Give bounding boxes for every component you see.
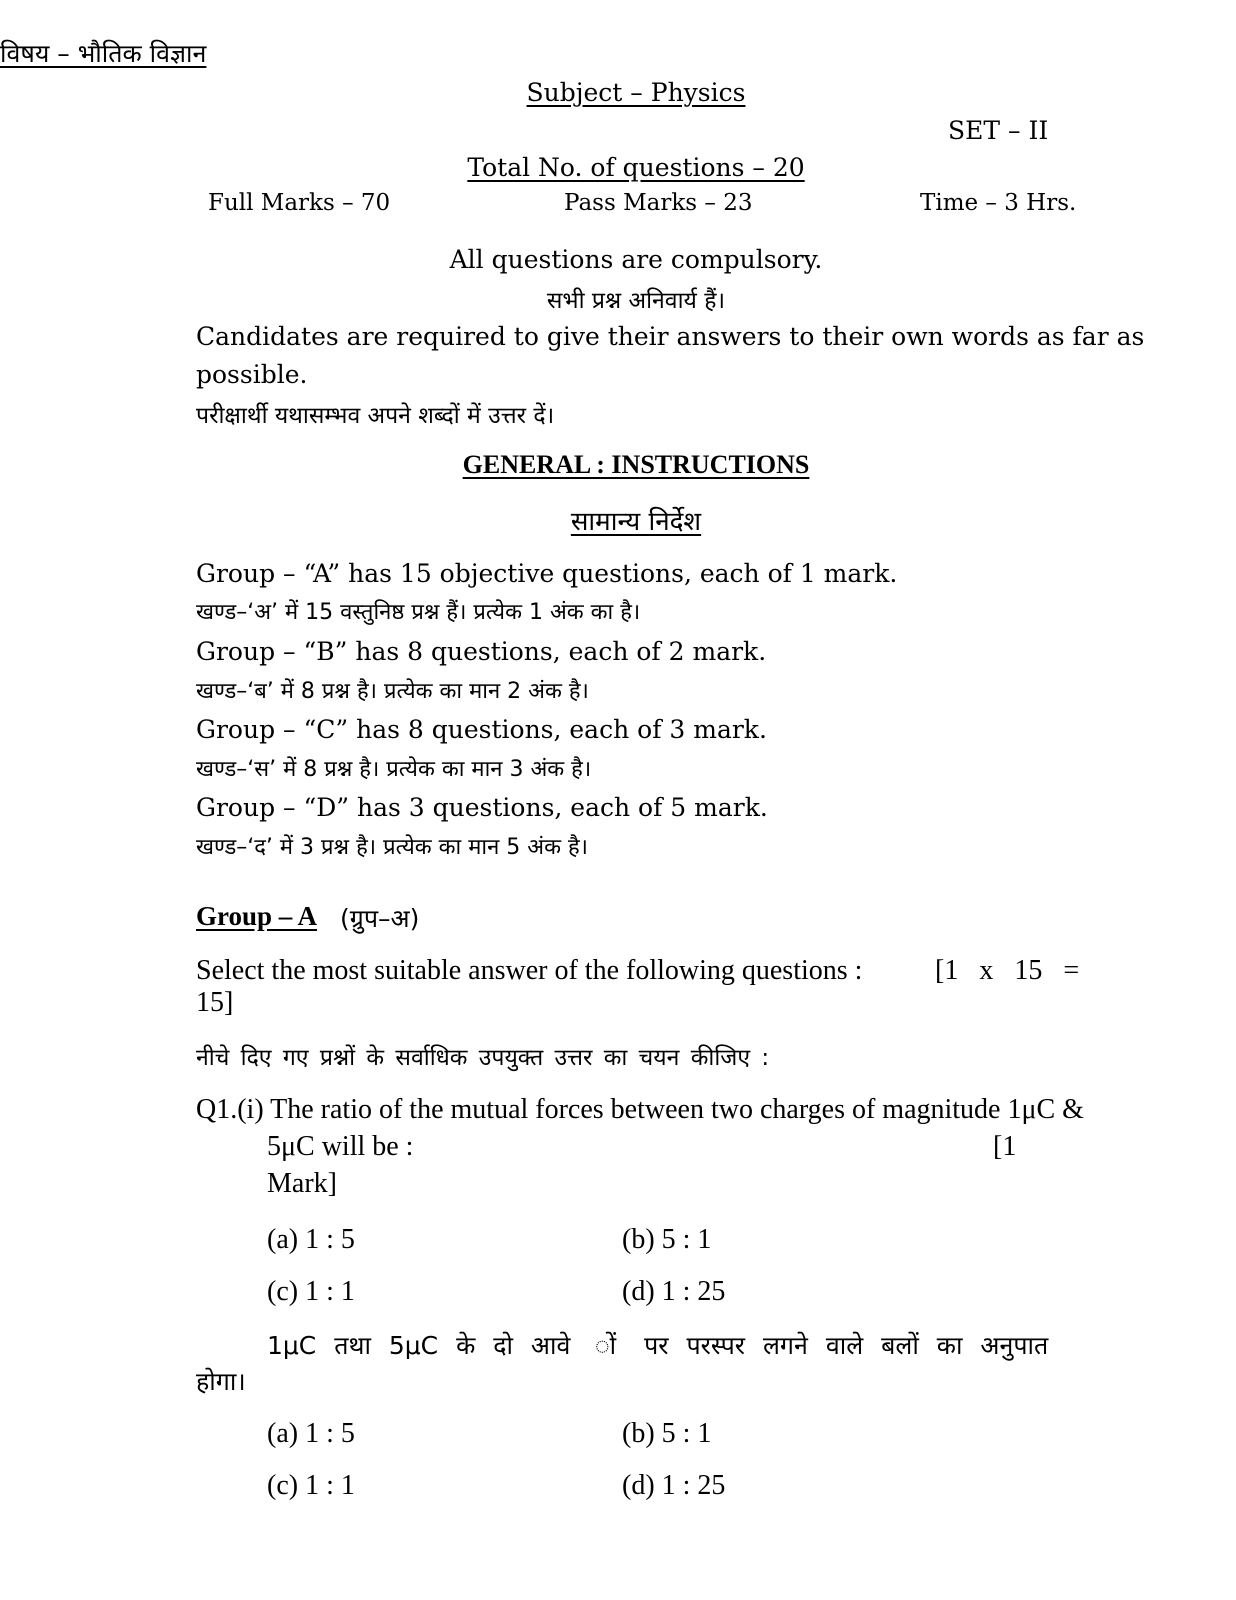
group-a-direction-en: Select the most suitable answer of the following questions : <box>196 955 863 986</box>
group-d-instruction-hi: खण्ड–‘द’ में 3 प्रश्न है। प्रत्येक का मान 5 अंक है। <box>196 835 588 860</box>
group-a-title: Group – A <box>196 901 318 931</box>
group-a-direction-hi: नीचे दिए गए प्रश्नों के सर्वाधिक उपयुक्त उत्तर का चयन कीजिए : <box>196 1045 770 1071</box>
q1-hi-option-d: (d) 1 : 25 <box>622 1470 726 1501</box>
group-a-marks-line1: [1 x 15 = <box>935 955 1080 986</box>
q1-mark-open: [1 <box>993 1131 1017 1162</box>
q1-hi-option-c: (c) 1 : 1 <box>267 1470 355 1501</box>
full-marks: Full Marks – 70 <box>208 190 391 216</box>
q1-option-b: (b) 5 : 1 <box>622 1224 712 1255</box>
group-a-instruction-en: Group – “A” has 15 objective questions, each of 1 mark. <box>196 559 898 588</box>
total-questions: Total No. of questions – 20 <box>467 153 805 182</box>
q1-mark-close: Mark] <box>267 1168 337 1199</box>
q1-hindi-line1: 1μC तथा 5μC के दो आवे ों पर परस्पर लगने वाले बलों का अनुपात <box>267 1331 1049 1360</box>
instructions-title-en: GENERAL : INSTRUCTIONS <box>462 450 810 479</box>
compulsory-note-hi: सभी प्रश्न अनिवार्य हैं। <box>546 288 726 314</box>
group-a-title-hi: (ग्रुप–अ) <box>340 904 420 933</box>
group-c-instruction-en: Group – “C” has 8 questions, each of 3 mark. <box>196 715 767 744</box>
instructions-title-hi: सामान्य निर्देश <box>570 507 702 537</box>
q1-hi-option-b: (b) 5 : 1 <box>622 1418 712 1449</box>
q1-hi-option-a: (a) 1 : 5 <box>267 1418 355 1449</box>
group-d-instruction-en: Group – “D” has 3 questions, each of 5 mark. <box>196 793 768 822</box>
group-c-instruction-hi: खण्ड–‘स’ में 8 प्रश्न है। प्रत्येक का मान 3 अंक है। <box>196 757 592 782</box>
group-a-marks-line2: 15] <box>196 987 234 1018</box>
own-words-note-hi: परीक्षार्थी यथासम्भव अपने शब्दों में उत्तर दें। <box>196 403 555 429</box>
own-words-note-en-line1: Candidates are required to give their answers to their own words as far as <box>196 322 1145 351</box>
q1-option-d: (d) 1 : 25 <box>622 1276 726 1307</box>
set-label: SET – II <box>948 116 1049 145</box>
group-b-instruction-hi: खण्ड–‘ब’ में 8 प्रश्न है। प्रत्येक का मान 2 अंक है। <box>196 679 589 704</box>
q1-option-a: (a) 1 : 5 <box>267 1224 355 1255</box>
time-allowed: Time – 3 Hrs. <box>920 190 1077 216</box>
pass-marks: Pass Marks – 23 <box>564 190 753 216</box>
subject-english: Subject – Physics <box>526 78 746 107</box>
compulsory-note-en: All questions are compulsory. <box>449 245 823 274</box>
own-words-note-en-line2: possible. <box>196 360 308 389</box>
q1-text-line1: Q1.(i) The ratio of the mutual forces between two charges of magnitude 1μC & <box>196 1094 1084 1125</box>
subject-hindi: विषय – भौतिक विज्ञान <box>0 39 207 68</box>
q1-option-c: (c) 1 : 1 <box>267 1276 355 1307</box>
group-b-instruction-en: Group – “B” has 8 questions, each of 2 mark. <box>196 637 767 666</box>
q1-text-line2: 5μC will be : <box>267 1131 414 1162</box>
q1-hindi-line2: होगा। <box>196 1367 246 1396</box>
group-a-instruction-hi: खण्ड–‘अ’ में 15 वस्तुनिष्ठ प्रश्न हैं। प्रत्येक 1 अंक का है। <box>196 600 641 625</box>
